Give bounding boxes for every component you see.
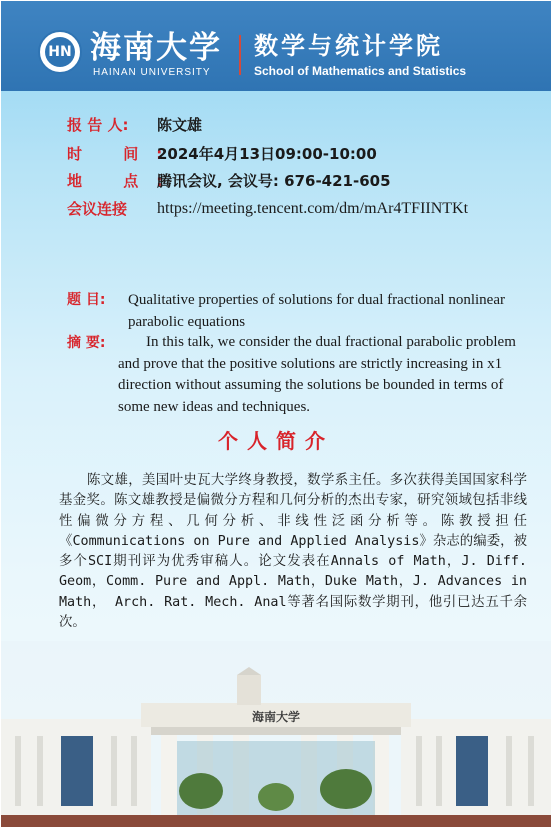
school-name-cn: 数学与统计学院 bbox=[254, 32, 443, 60]
gate-tower bbox=[237, 675, 261, 705]
place-value: 腾讯会议, 会议号: 676-421-605 bbox=[157, 172, 391, 190]
campus-gate-illustration bbox=[1, 641, 551, 827]
bio-title: 个人简介 bbox=[218, 429, 334, 453]
speaker-name: 陈文雄 bbox=[157, 116, 203, 134]
left-glass bbox=[61, 736, 93, 806]
place-label: 地 点: bbox=[67, 172, 181, 190]
school-name-en: School of Mathematics and Statistics bbox=[254, 64, 467, 78]
meeting-link[interactable]: https://meeting.tencent.com/dm/mAr4TFIINTKt bbox=[157, 200, 469, 217]
time-value: 2024年4月13日09:00-10:00 bbox=[157, 145, 377, 163]
time-label: 时 间: bbox=[67, 145, 181, 163]
topic-label: 题 目: bbox=[67, 292, 106, 308]
university-name-cn: 海南大学 bbox=[90, 30, 222, 66]
link-label: 会议连接 bbox=[67, 200, 128, 218]
right-glass bbox=[456, 736, 488, 806]
topic-text: Qualitative properties of solutions for dual fractional nonlinear parabolic equations bbox=[128, 292, 505, 330]
header-divider bbox=[239, 35, 241, 75]
speaker-label: 报 告 人: bbox=[67, 116, 129, 134]
bio-text: 陈文雄，美国叶史瓦大学终身教授，数学系主任。多次获得美国国家科学基金奖。陈文雄教授是偏微分方程和几何分析的杰出专家，研究领域包括非线性偏微分方程、几何分析、非线性泛函分析等。陈教授担任《Communications on Pure and Applied Analysis》杂志的编委，被多个SCI期刊评为优秀审稿人。论文发表在Annals of Math，J. Diff. Geom，Comm. Pure and Appl. Math，Duke Math，J. Advances in Math， Arch. Rat. Mech. Anal等著名国际数学期刊，他引已达五千余次。 bbox=[59, 473, 527, 631]
seminar-poster bbox=[1, 1, 551, 827]
abstract-text: In this talk, we consider the dual fractional parabolic problem and prove that the positive solutions are strictly increasing in x1 direction without assuming the solutions be bounded in terms of some new ideas and techniques. bbox=[118, 334, 516, 415]
university-name-en: HAINAN UNIVERSITY bbox=[93, 67, 211, 78]
gate-sign-text: 海南大学 bbox=[251, 710, 301, 724]
logo-letters: HN bbox=[45, 37, 75, 67]
university-logo-icon bbox=[38, 30, 82, 74]
abstract-label: 摘 要: bbox=[67, 335, 106, 351]
header-banner bbox=[1, 1, 551, 91]
